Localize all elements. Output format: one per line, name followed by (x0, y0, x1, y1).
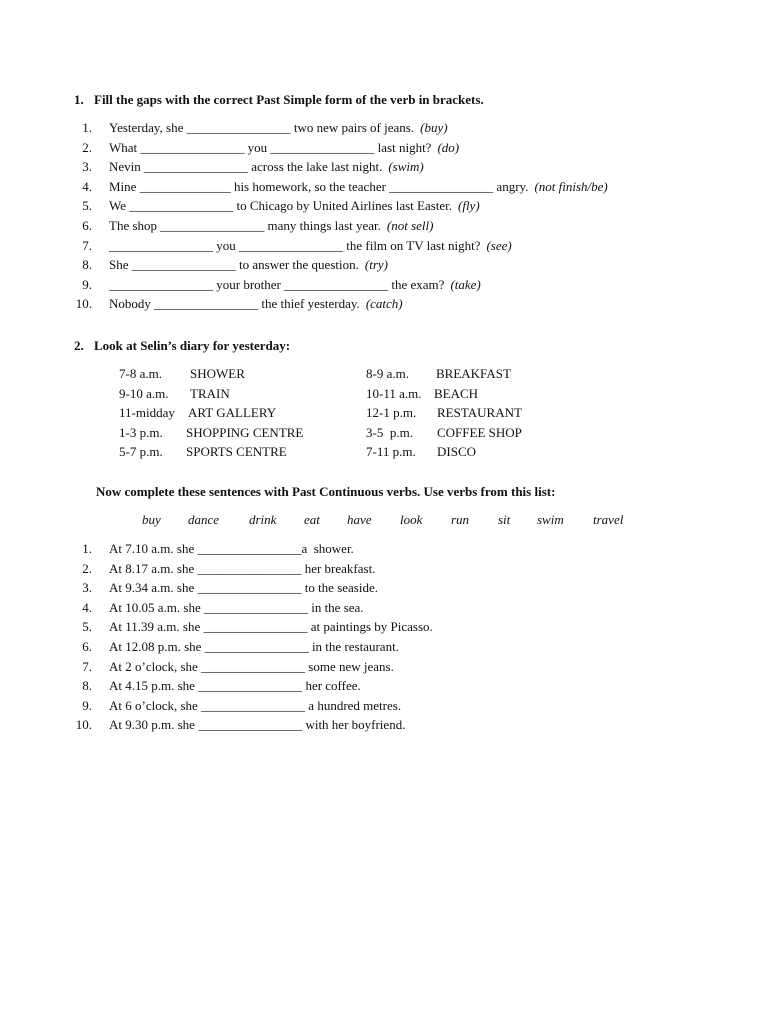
item-number: 5. (82, 619, 92, 635)
section2-instruction: Now complete these sentences with Past Continuous verbs. Use verbs from this list: (96, 484, 556, 499)
diary-entry (366, 423, 586, 443)
verb-word: look (400, 512, 423, 527)
list-item (72, 657, 732, 677)
diary-activity: TRAIN (190, 385, 230, 401)
diary-entry (119, 364, 339, 384)
diary-entry (119, 384, 339, 404)
item-number: 10. (75, 296, 92, 312)
diary-activity: BEACH (434, 385, 479, 401)
diary-activity: SPORTS CENTRE (186, 444, 287, 460)
diary-activity: RESTAURANT (437, 405, 522, 421)
section2-title: Look at Selin’s diary for yesterday: (94, 338, 291, 353)
item-text: She ________________ to answer the question. (109, 257, 359, 273)
diary-entry (119, 442, 339, 462)
item-text: At 11.39 a.m. she ________________ at paintings by Picasso. (109, 619, 433, 635)
verb-word: travel (593, 512, 624, 527)
item-number: 2. (82, 139, 92, 155)
list-item (72, 715, 732, 735)
verb-hint: (take) (450, 276, 481, 292)
diary-activity: COFFEE SHOP (437, 424, 522, 440)
item-text: At 7.10 a.m. she ________________a shower. (109, 541, 354, 556)
item-number: 1. (82, 541, 92, 556)
section2-number: 2. (74, 338, 84, 353)
verb-word: eat (304, 512, 320, 527)
item-number: 7. (82, 237, 92, 253)
diary-activity: SHOWER (190, 366, 245, 381)
item-number: 4. (82, 178, 92, 194)
verb-hint: (try) (364, 257, 388, 273)
item-number: 8. (82, 678, 92, 694)
verb-hint: (fly) (458, 198, 480, 214)
verb-word: have (347, 512, 372, 527)
verb-hint: (do) (437, 139, 460, 155)
list-item (72, 578, 732, 598)
diary-entry (366, 442, 586, 462)
item-text: Yesterday, she ________________ two new pairs of jeans. (109, 120, 415, 135)
verb-word: buy (142, 512, 161, 527)
item-number: 3. (82, 159, 92, 175)
list-item (72, 637, 732, 657)
section1-heading (74, 92, 484, 108)
diary-entry (119, 403, 339, 423)
verb-hint: (catch) (365, 296, 403, 312)
diary-entry (366, 403, 586, 423)
item-number: 6. (82, 638, 92, 654)
list-item (72, 177, 732, 197)
diary-time: 12-1 p.m. (366, 405, 417, 421)
verb-hint: (see) (486, 237, 512, 253)
list-item (72, 294, 732, 314)
diary-time: 11-midday (119, 405, 175, 421)
item-text: ________________ you ________________ the film on TV last night? (109, 237, 481, 253)
section2-list (72, 539, 732, 735)
diary-entry (366, 364, 586, 384)
item-number: 9. (82, 276, 92, 292)
diary-right-column (366, 364, 586, 462)
list-item (72, 157, 732, 177)
list-item (72, 236, 732, 256)
section2-heading (74, 338, 290, 354)
diary-left-column (119, 364, 339, 462)
diary-activity: ART GALLERY (188, 405, 277, 421)
item-text: What ________________ you ________________ last night? (109, 139, 432, 155)
item-number: 4. (82, 599, 92, 615)
item-text: Nevin ________________ across the lake last night. (109, 159, 383, 175)
list-item (72, 598, 732, 618)
item-number: 3. (82, 580, 92, 596)
list-item (72, 559, 732, 579)
section1-title: Fill the gaps with the correct Past Simple form of the verb in brackets. (94, 92, 484, 107)
item-text: At 9.34 a.m. she ________________ to the seaside. (109, 580, 378, 596)
section1-number: 1. (74, 92, 84, 107)
item-number: 2. (82, 560, 92, 576)
list-item (72, 275, 732, 295)
item-text: At 10.05 a.m. she ________________ in the sea. (109, 599, 364, 615)
verb-word: drink (249, 512, 277, 527)
verb-hint: (not finish/be) (534, 178, 608, 194)
verb-word: sit (498, 512, 511, 527)
list-item (72, 617, 732, 637)
diary-time: 1-3 p.m. (119, 424, 163, 440)
diary-activity: SHOPPING CENTRE (186, 424, 304, 440)
item-number: 6. (82, 217, 92, 233)
item-text: The shop ________________ many things last year. (109, 217, 381, 233)
item-text: At 2 o’clock, she ________________ some new jeans. (109, 658, 394, 674)
item-text: Mine ______________ his homework, so the teacher ________________ angry. (109, 178, 529, 194)
list-item (72, 676, 732, 696)
section1-list (72, 118, 732, 314)
item-number: 10. (75, 717, 92, 733)
diary-activity: BREAKFAST (436, 366, 511, 381)
item-number: 1. (82, 120, 92, 135)
diary-time: 7-11 p.m. (366, 444, 416, 460)
item-number: 5. (82, 198, 92, 214)
list-item (72, 196, 732, 216)
diary-time: 9-10 a.m. (119, 385, 169, 401)
verb-word: swim (537, 512, 564, 527)
item-number: 7. (82, 658, 92, 674)
item-text: At 6 o’clock, she ________________ a hundred metres. (109, 697, 402, 713)
diary-time: 8-9 a.m. (366, 366, 409, 381)
verb-list (0, 510, 770, 530)
item-text: ________________ your brother ________________ the exam? (109, 276, 445, 292)
list-item (72, 696, 732, 716)
diary-entry (366, 384, 586, 404)
verb-hint: (buy) (420, 120, 448, 135)
item-number: 9. (82, 697, 92, 713)
verb-hint: (not sell) (386, 217, 434, 233)
diary-time: 7-8 a.m. (119, 366, 162, 381)
list-item (72, 118, 732, 138)
item-text: At 8.17 a.m. she ________________ her breakfast. (109, 560, 376, 576)
item-number: 8. (82, 257, 92, 273)
diary-entry (119, 423, 339, 443)
list-item (72, 255, 732, 275)
item-text: We ________________ to Chicago by United Airlines last Easter. (109, 198, 453, 214)
list-item (72, 216, 732, 236)
verb-word: dance (188, 512, 220, 527)
list-item (72, 539, 732, 559)
diary-activity: DISCO (437, 444, 477, 460)
diary-time: 5-7 p.m. (119, 444, 163, 460)
verb-word: run (451, 512, 470, 527)
item-text: At 9.30 p.m. she ________________ with her boyfriend. (109, 717, 406, 733)
item-text: At 12.08 p.m. she ________________ in the restaurant. (109, 638, 399, 654)
item-text: Nobody ________________ the thief yesterday. (109, 296, 360, 312)
diary-time: 3-5 p.m. (366, 424, 413, 440)
verb-hint: (swim) (388, 159, 424, 175)
item-text: At 4.15 p.m. she ________________ her coffee. (109, 678, 361, 694)
diary-time: 10-11 a.m. (366, 385, 422, 401)
list-item (72, 138, 732, 158)
